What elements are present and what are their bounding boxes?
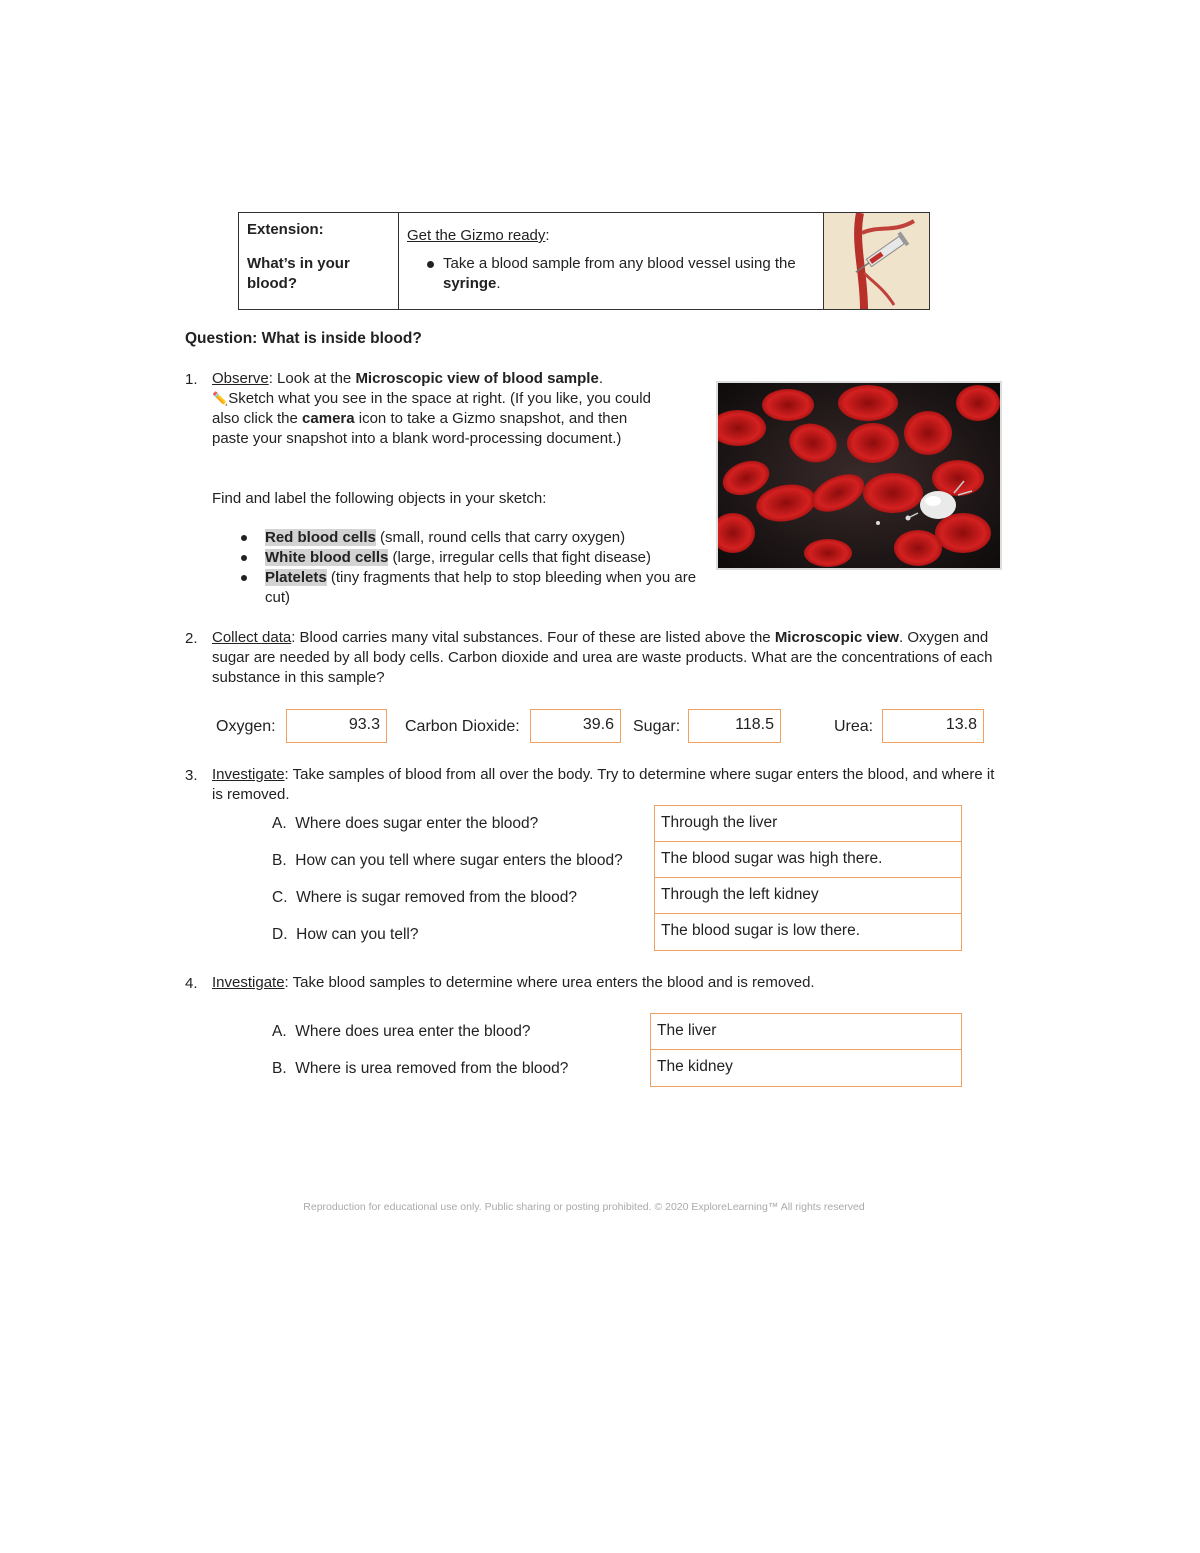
q3-part-c bbox=[272, 889, 577, 907]
q1-t1: : Look at the bbox=[268, 370, 356, 387]
footer-copyright: Reproduction for educational use only. Public sharing or posting prohibited. © 2020 ExploreLearning™ All rights reserved bbox=[303, 1201, 865, 1213]
q3-heading: Investigate bbox=[212, 766, 285, 783]
list-item bbox=[240, 528, 710, 548]
oxygen-label: Oxygen: bbox=[216, 718, 276, 735]
gizmo-ready-bullet bbox=[407, 254, 815, 294]
part-letter: D. bbox=[272, 926, 288, 943]
answer-field[interactable]: The liver bbox=[651, 1014, 961, 1050]
part-letter: A. bbox=[272, 1023, 287, 1040]
item-desc: (tiny fragments that help to stop bleeding when you are cut) bbox=[265, 569, 697, 606]
q2-text bbox=[212, 628, 1002, 688]
extension-subtitle: What’s in your blood? bbox=[247, 255, 350, 292]
answer-field[interactable]: The blood sugar was high there. bbox=[655, 842, 961, 878]
q3-text bbox=[212, 765, 1002, 805]
q3-number: 3. bbox=[185, 767, 198, 784]
sugar-value-field[interactable]: 118.5 bbox=[688, 709, 781, 743]
part-question: Where is urea removed from the blood? bbox=[295, 1060, 569, 1077]
extension-label: Extension: bbox=[247, 221, 324, 238]
blood-cells-illustration bbox=[718, 383, 1000, 568]
q4-answer-table bbox=[650, 1013, 962, 1087]
urea-value-field[interactable]: 13.8 bbox=[882, 709, 984, 743]
part-letter: B. bbox=[272, 852, 287, 869]
gizmo-ready-colon: : bbox=[545, 227, 550, 244]
part-question: Where is sugar removed from the blood? bbox=[296, 889, 577, 906]
syringe-illustration bbox=[824, 213, 929, 309]
q3-answer-table bbox=[654, 805, 962, 951]
q1-t4: icon to take a Gizmo snapshot, and then paste your snapshot into a blank word-processing document.) bbox=[212, 410, 628, 447]
extension-table bbox=[238, 212, 930, 310]
answer-field[interactable]: The kidney bbox=[657, 1058, 733, 1075]
answer-field[interactable]: The blood sugar is low there. bbox=[661, 922, 861, 939]
camera-term: camera bbox=[302, 410, 355, 427]
q2-bold: Microscopic view bbox=[774, 629, 900, 646]
co2-value-field[interactable]: 39.6 bbox=[530, 709, 621, 743]
part-letter: C. bbox=[272, 889, 288, 906]
q1-bold-1: Microscopic view of blood sample bbox=[355, 370, 599, 387]
q1-heading: Observe bbox=[212, 370, 269, 387]
answer-field[interactable]: Through the left kidney bbox=[655, 878, 961, 914]
q4-text bbox=[212, 973, 1002, 993]
q4-part-b bbox=[272, 1060, 568, 1078]
syringe-vessel-icon bbox=[824, 213, 929, 309]
item-desc: (small, round cells that carry oxygen) bbox=[375, 529, 626, 546]
part-letter: B. bbox=[272, 1060, 287, 1077]
answer-field[interactable]: Through the liver bbox=[655, 806, 961, 842]
q4-heading: Investigate bbox=[212, 974, 285, 991]
bullet-text: Take a blood sample from any blood vessel using the bbox=[443, 255, 796, 272]
syringe-term: syringe bbox=[443, 275, 497, 292]
part-letter: A. bbox=[272, 815, 287, 832]
q3-part-a bbox=[272, 815, 538, 833]
q1-number: 1. bbox=[185, 371, 198, 388]
q4-number: 4. bbox=[185, 975, 198, 992]
q4-part-a bbox=[272, 1023, 531, 1041]
microscopic-view-image bbox=[716, 381, 1002, 570]
q1-t2: . bbox=[598, 370, 603, 387]
question-title: Question: What is inside blood? bbox=[185, 330, 422, 347]
q2-t2: . Oxygen and sugar are needed by all body cells. Carbon dioxide and urea are waste products. What are the concentrations of each substance in this sample? bbox=[212, 629, 993, 686]
objects-list bbox=[240, 528, 710, 608]
q1-text bbox=[212, 369, 652, 449]
oxygen-value-field[interactable]: 93.3 bbox=[286, 709, 387, 743]
q4-body: : Take blood samples to determine where urea enters the blood and is removed. bbox=[284, 974, 815, 991]
co2-label: Carbon Dioxide: bbox=[405, 718, 520, 735]
sugar-label: Sugar: bbox=[633, 718, 681, 735]
find-label: Find and label the following objects in your sketch: bbox=[212, 490, 547, 507]
urea-label: Urea: bbox=[834, 718, 874, 735]
part-question: How can you tell? bbox=[296, 926, 419, 943]
item-name: Platelets bbox=[265, 569, 327, 586]
part-question: How can you tell where sugar enters the blood? bbox=[295, 852, 623, 869]
q2-heading: Collect data bbox=[212, 629, 292, 646]
part-question: Where does urea enter the blood? bbox=[295, 1023, 531, 1040]
item-name: Red blood cells bbox=[265, 529, 376, 546]
gizmo-ready-heading: Get the Gizmo ready bbox=[407, 227, 546, 244]
item-name: White blood cells bbox=[265, 549, 389, 566]
q3-part-b bbox=[272, 852, 623, 870]
item-desc: (large, irregular cells that fight disease) bbox=[388, 549, 651, 566]
list-item bbox=[240, 548, 710, 568]
q2-number: 2. bbox=[185, 630, 198, 647]
bullet-end: . bbox=[496, 275, 501, 292]
list-item bbox=[240, 568, 710, 608]
extension-label-cell bbox=[239, 213, 399, 309]
gizmo-ready-cell bbox=[399, 213, 824, 309]
q2-t1: : Blood carries many vital substances. Four of these are listed above the bbox=[291, 629, 775, 646]
q3-part-d bbox=[272, 926, 418, 944]
q1-t3: Sketch what you see in the space at right. (If you like, you could also click the bbox=[212, 390, 651, 427]
part-question: Where does sugar enter the blood? bbox=[295, 815, 539, 832]
pencil-icon: ✏️ bbox=[212, 391, 229, 406]
q3-body: : Take samples of blood from all over the body. Try to determine where sugar enters the blood, and where it is removed. bbox=[212, 766, 995, 803]
